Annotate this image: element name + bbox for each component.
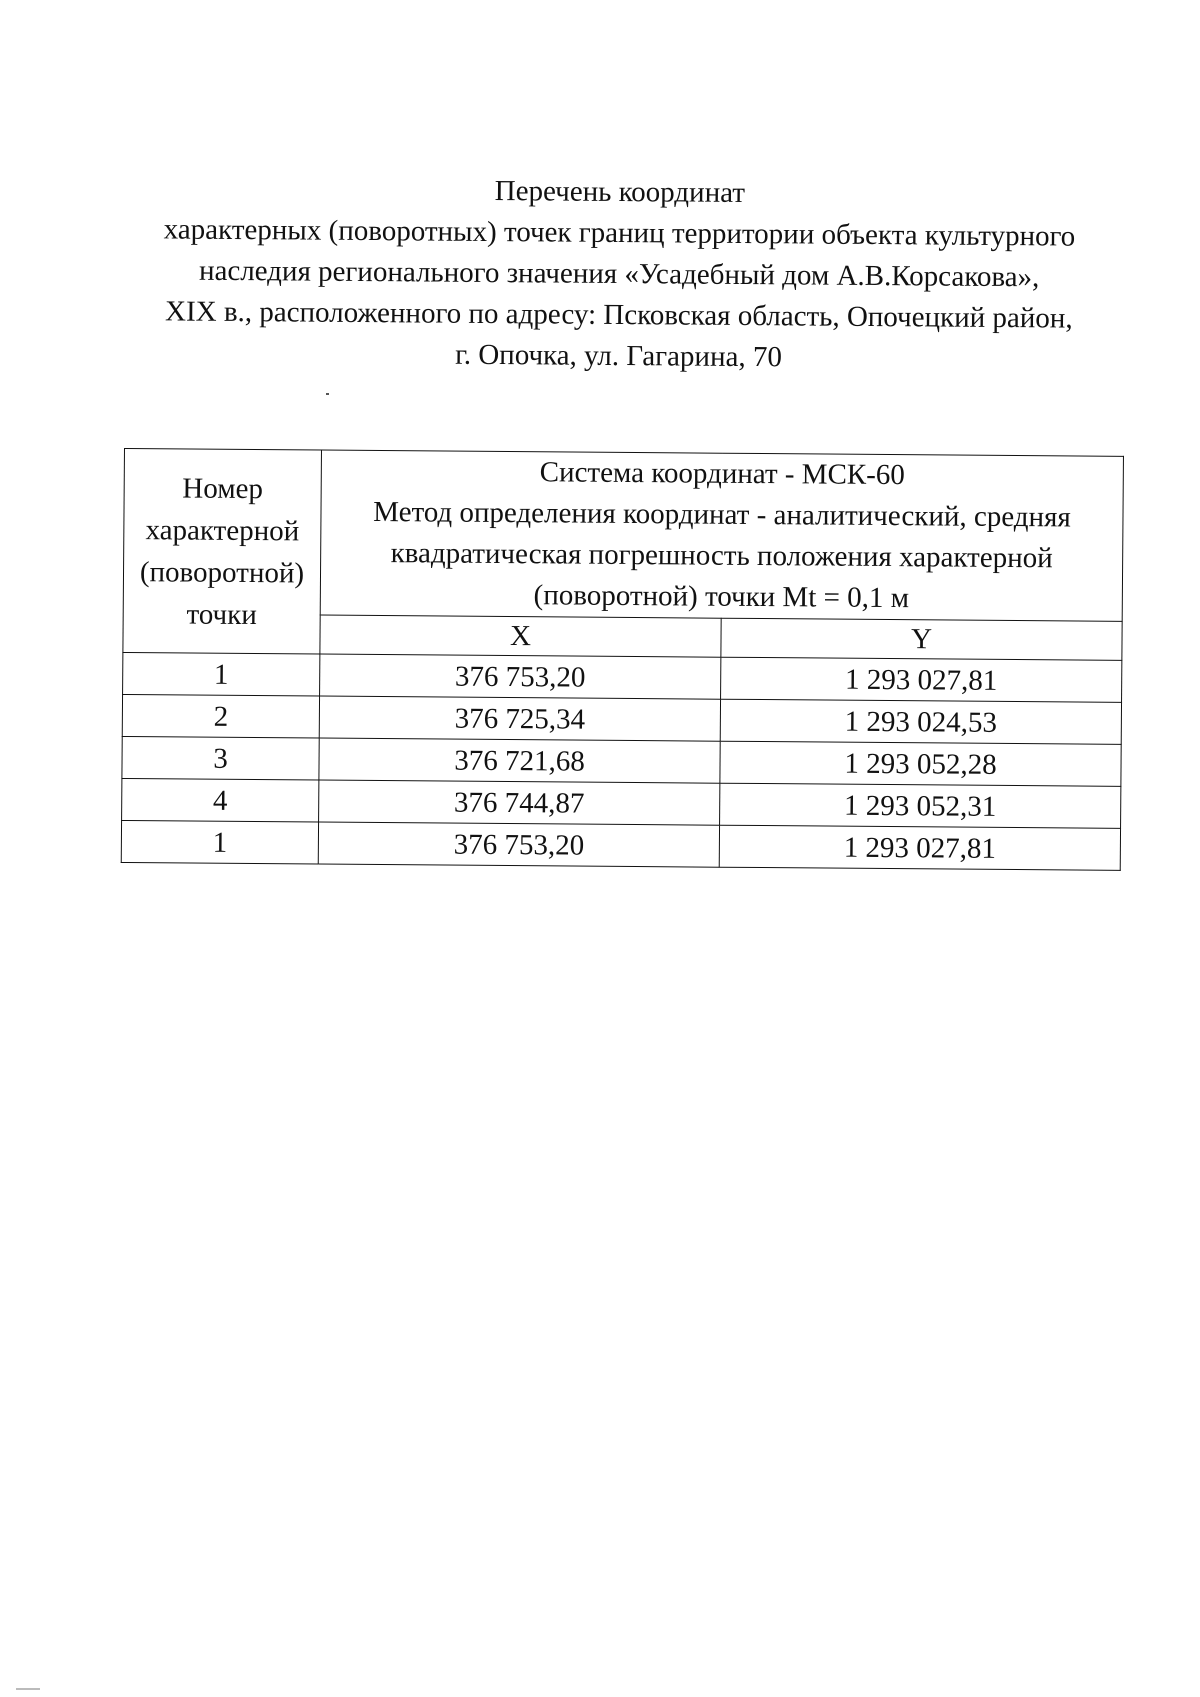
point-header-line: Номер <box>182 471 264 505</box>
heading-line: характерных (поворотных) точек границ территории объекта культурного <box>163 213 1076 253</box>
system-header-line: квадратическая погрешность положения характерной <box>390 537 1053 575</box>
heading-line: XIX в., расположенного по адресу: Псковская область, Опочецкий район, <box>164 295 1073 335</box>
point-number-cell: 1 <box>123 652 320 696</box>
point-header-line: (поворотной) <box>139 555 305 589</box>
coordinates-table <box>121 448 1124 871</box>
coordinate-system-header <box>320 450 1123 621</box>
y-coordinate-cell: 1 293 052,28 <box>720 741 1121 786</box>
point-header-line: характерной <box>145 513 300 547</box>
heading-line: г. Опочка, ул. Гагарина, 70 <box>455 338 783 374</box>
system-header-line: Метод определения координат - аналитический, средняя <box>373 495 1071 534</box>
scan-speck <box>326 393 329 395</box>
x-coordinate-cell: 376 744,87 <box>319 780 720 825</box>
system-header-line: (поворотной) точки Mt = 0,1 м <box>533 579 910 615</box>
table-header-row <box>123 449 1123 622</box>
table-row <box>121 820 1120 870</box>
point-number-cell: 3 <box>122 736 319 780</box>
x-column-header: X <box>320 615 721 657</box>
point-number-cell: 4 <box>122 778 319 822</box>
point-number-header <box>123 449 322 655</box>
point-header-line: точки <box>186 597 257 631</box>
system-header-line: Система координат - МСК-60 <box>539 456 906 492</box>
coordinates-table-wrap <box>121 448 1124 871</box>
heading-line: наследия регионального значения «Усадебный дом А.В.Корсакова», <box>198 254 1040 294</box>
x-coordinate-cell: 376 753,20 <box>318 822 719 867</box>
y-coordinate-cell: 1 293 027,81 <box>719 825 1120 870</box>
point-number-cell: 2 <box>122 694 319 738</box>
x-coordinate-cell: 376 753,20 <box>320 654 721 699</box>
y-coordinate-cell: 1 293 052,31 <box>720 783 1121 828</box>
y-coordinate-cell: 1 293 027,81 <box>721 657 1122 702</box>
scan-edge-mark <box>16 1688 40 1690</box>
heading-title: Перечень координат <box>494 175 746 209</box>
x-coordinate-cell: 376 725,34 <box>319 696 720 741</box>
x-coordinate-cell: 376 721,68 <box>319 738 720 783</box>
y-column-header: Y <box>721 618 1122 660</box>
document-heading <box>118 168 1120 381</box>
point-number-cell: 1 <box>121 820 318 864</box>
y-coordinate-cell: 1 293 024,53 <box>720 699 1121 744</box>
